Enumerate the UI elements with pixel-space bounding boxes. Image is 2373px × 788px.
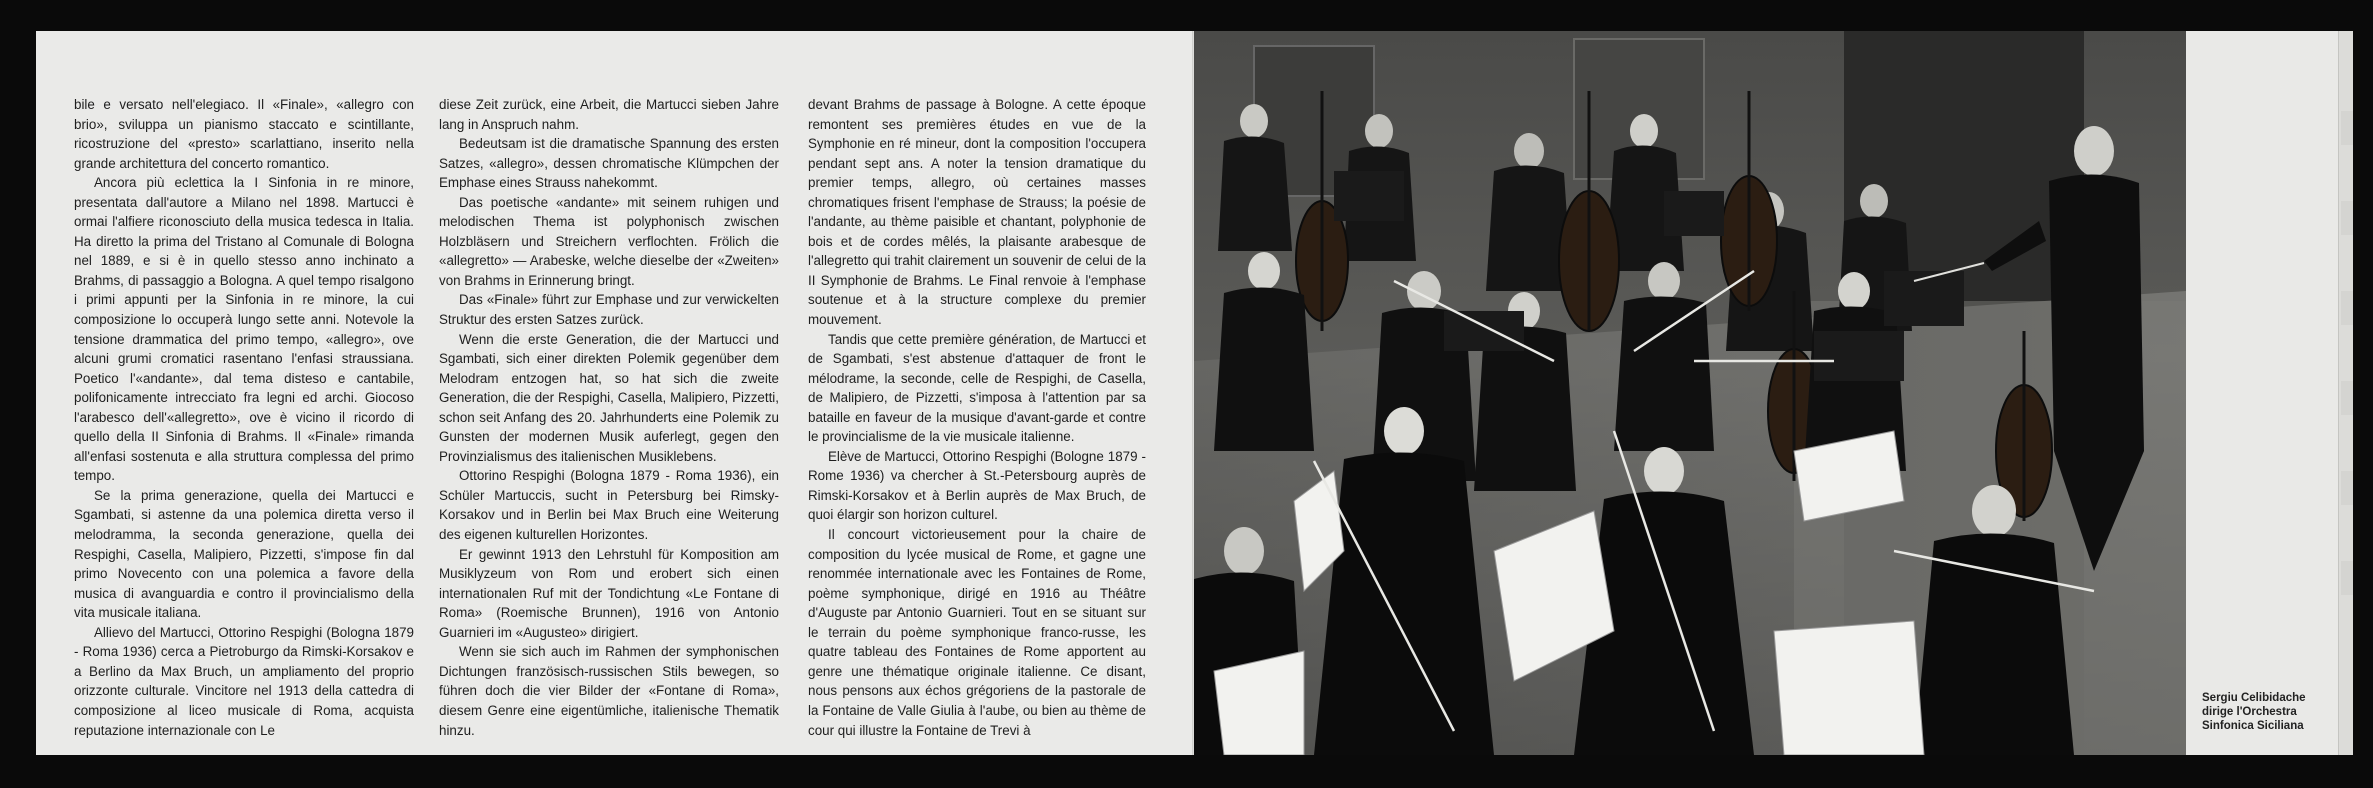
text-column-french xyxy=(808,95,1146,740)
paragraph: Elève de Martucci, Ottorino Respighi (Bologne 1879 - Rome 1936) va chercher à St.-Petersbourg auprès de Rimski-Korsakov et à Berlin auprès de Max Bruch, de quoi élargir son horizon culturel. xyxy=(808,448,1146,523)
paragraph: Ottorino Respighi (Bologna 1879 - Roma 1936), ein Schüler Martuccis, sucht in Petersburg bei Rimsky-Korsakov und in Berlin bei Max Bruch eine Weiterung des eigenen kulturellen Horizontes. xyxy=(439,468,779,543)
booklet-spread xyxy=(36,31,2353,755)
paragraph: bile e versato nell'elegiaco. Il «Finale», «allegro con brio», sviluppa un pianismo staccato e scintillante, ricostruzione del «presto» scarlattiano, inserito nella grande architettura del concerto romantico. xyxy=(74,97,414,171)
paragraph: Das poetische «andante» mit seinem ruhigen und melodischen Thema ist polyphonisch zwischen Holzbläsern und Streichern verflochten. Frölich die «allegretto» — Arabeske, welche dieselbe der «Zweiten» von Brahms in Erinnerung bringt. xyxy=(439,194,779,288)
thumb-index-tab xyxy=(2341,471,2353,505)
text-column-german xyxy=(439,95,779,740)
paragraph: Er gewinnt 1913 den Lehrstuhl für Komposition am Musiklyzeum von Rom und erobert sich einen internationalen Ruf mit der Tondichtung «Le Fontane di Roma» (Roemische Brunnen), 1916 von Antonio Guarnieri im «Augusteo» dirigiert. xyxy=(439,546,779,640)
text-column-italian xyxy=(74,95,414,740)
paragraph: Allievo del Martucci, Ottorino Respighi (Bologna 1879 - Roma 1936) cerca a Pietroburgo da Rimski-Korsakov e a Berlino da Max Bruch, un ampliamento del proprio orizzonte culturale. Vincitore nel 1913 della cattedra di composizione al liceo musicale di Roma, acquista reputazione internazionale con Le xyxy=(74,624,414,738)
caption-line: Sergiu Celibidache xyxy=(2202,692,2306,704)
caption-line: dirige l'Orchestra xyxy=(2202,706,2297,718)
thumb-index-tab xyxy=(2341,381,2353,415)
paragraph: Tandis que cette première génération, de Martucci et de Sgambati, s'est abstenue d'attaquer de front le mélodrame, la seconde, celle de Respighi, de Casella, de Malipiero, de Pizzetti, s'imposa à l'attention par sa bataille en faveur de la musique d'avant-garde et contre le provincialisme de la vie musicale italienne. xyxy=(808,331,1146,445)
thumb-index-tab xyxy=(2341,291,2353,325)
paragraph: Wenn die erste Generation, die der Martucci und Sgambati, sich einer direkten Polemik gegenüber dem Melodram entzogen hat, so hat sich die zweite Generation, die der Respighi, Casella, Malipiero, Pizzetti, schon seit Anfang des 20. Jahrhunderts eine Polemik zu Gunsten der modernen Musik auferlegt, gegen den Provinzialismus des italienischen Musiklebens. xyxy=(439,331,779,464)
paragraph: Ancora più eclettica la I Sinfonia in re minore, presentata dall'autore a Milano nel 1898. Martucci è ormai l'alfiere riconosciuto della musica tedesca in Italia. Ha diretto la prima del Tristano al Comunale di Bologna nel 1889, e si è in quello stesso anno inchinato a Brahms, di passaggio a Bologna. A quel tempo risalgono i primi appunti per la Sinfonia in re minore, la cui composizione lo occuperà lungo sette anni. Notevole la tensione drammatica del primo tempo, «allegro», ove alcuni grumi cromatici rasentano l'enfasi straussiana. Poetico l'«andante», dal tema disteso e cantabile, polifonicamente intrecciato fra legni ed archi. Giocoso l'arabesco dell'«allegretto», ove è vicino il ricordo di quello della II Sinfonia di Brahms. Il «Finale» rimanda all'enfasi sostenuta e alla struttura complessa del primo tempo. xyxy=(74,175,414,484)
paragraph: Das «Finale» führt zur Emphase und zur verwickelten Struktur des ersten Satzes zurück. xyxy=(439,292,779,328)
paragraph: Wenn sie sich auch im Rahmen der symphonischen Dichtungen französisch-russischen Stils bewegen, so führen doch die vier Bilder der «Fontane di Roma», diesem Genre eine eigentümliche, italienische Thematik hinzu. xyxy=(439,644,779,738)
photo-caption xyxy=(2202,691,2352,733)
text-page xyxy=(36,31,1194,755)
paragraph: Bedeutsam ist die dramatische Spannung des ersten Satzes, «allegro», dessen chromatische Klümpchen der Emphase eines Strauss nahekommt. xyxy=(439,136,779,191)
thumb-index-tab xyxy=(2341,111,2353,145)
caption-line: Sinfonica Siciliana xyxy=(2202,720,2304,732)
paragraph: Se la prima generazione, quella dei Martucci e Sgambati, si astenne da una polemica diretta verso il melodramma, la seconda generazione, quella dei Respighi, Casella, Malipiero, Pizzetti, s'impose fin dal primo Novecento con una polemica a favore della musica di avanguardia e contro il provincialismo della vita musicale italiana. xyxy=(74,487,414,621)
paragraph: Il concourt victorieusement pour la chaire de composition du lycée musical de Rome, et gagne une renommée internationale avec les Fontaines de Rome, poème symphonique, dirigé en 1916 au Théâtre d'Auguste par Antonio Guarnieri. Tout en se situant sur le terrain du poème symphonique franco-russe, les quatre tableau des Fontaines de Rome apportent au genre une thématique originale italienne. Ce disant, nous pensons aux échos grégoriens de la pastorale de la Fontaine de Valle Giulia à l'aube, ou bien au thème de cour qui illustre la Fontaine de Trevi à xyxy=(808,527,1146,738)
orchestra-photo-drawing xyxy=(1194,31,2186,755)
paragraph: devant Brahms de passage à Bologne. A cette époque remontent ses premières études en vue de la Symphonie en ré mineur, dont la composition l'occupera pendant sept ans. A noter la tension dramatique du premier temps, allegro, où certaines masses chromatiques frisent l'emphase de Strauss; la poésie de l'andante, au thème paisible et chantant, polyphonie de bois et de cordes mêlés, la plaisante arabesque de l'allegretto qui trahit clairement un souvenir de celui de la II Symphonie de Brahms. Le Final renvoie à l'emphase soutenue et à la structure complexe du premier mouvement. xyxy=(808,97,1146,328)
orchestra-photo xyxy=(1194,31,2186,755)
paragraph: diese Zeit zurück, eine Arbeit, die Martucci sieben Jahre lang in Anspruch nahm. xyxy=(439,97,779,132)
thumb-index-tab xyxy=(2341,201,2353,235)
thumb-index-tab xyxy=(2341,561,2353,595)
